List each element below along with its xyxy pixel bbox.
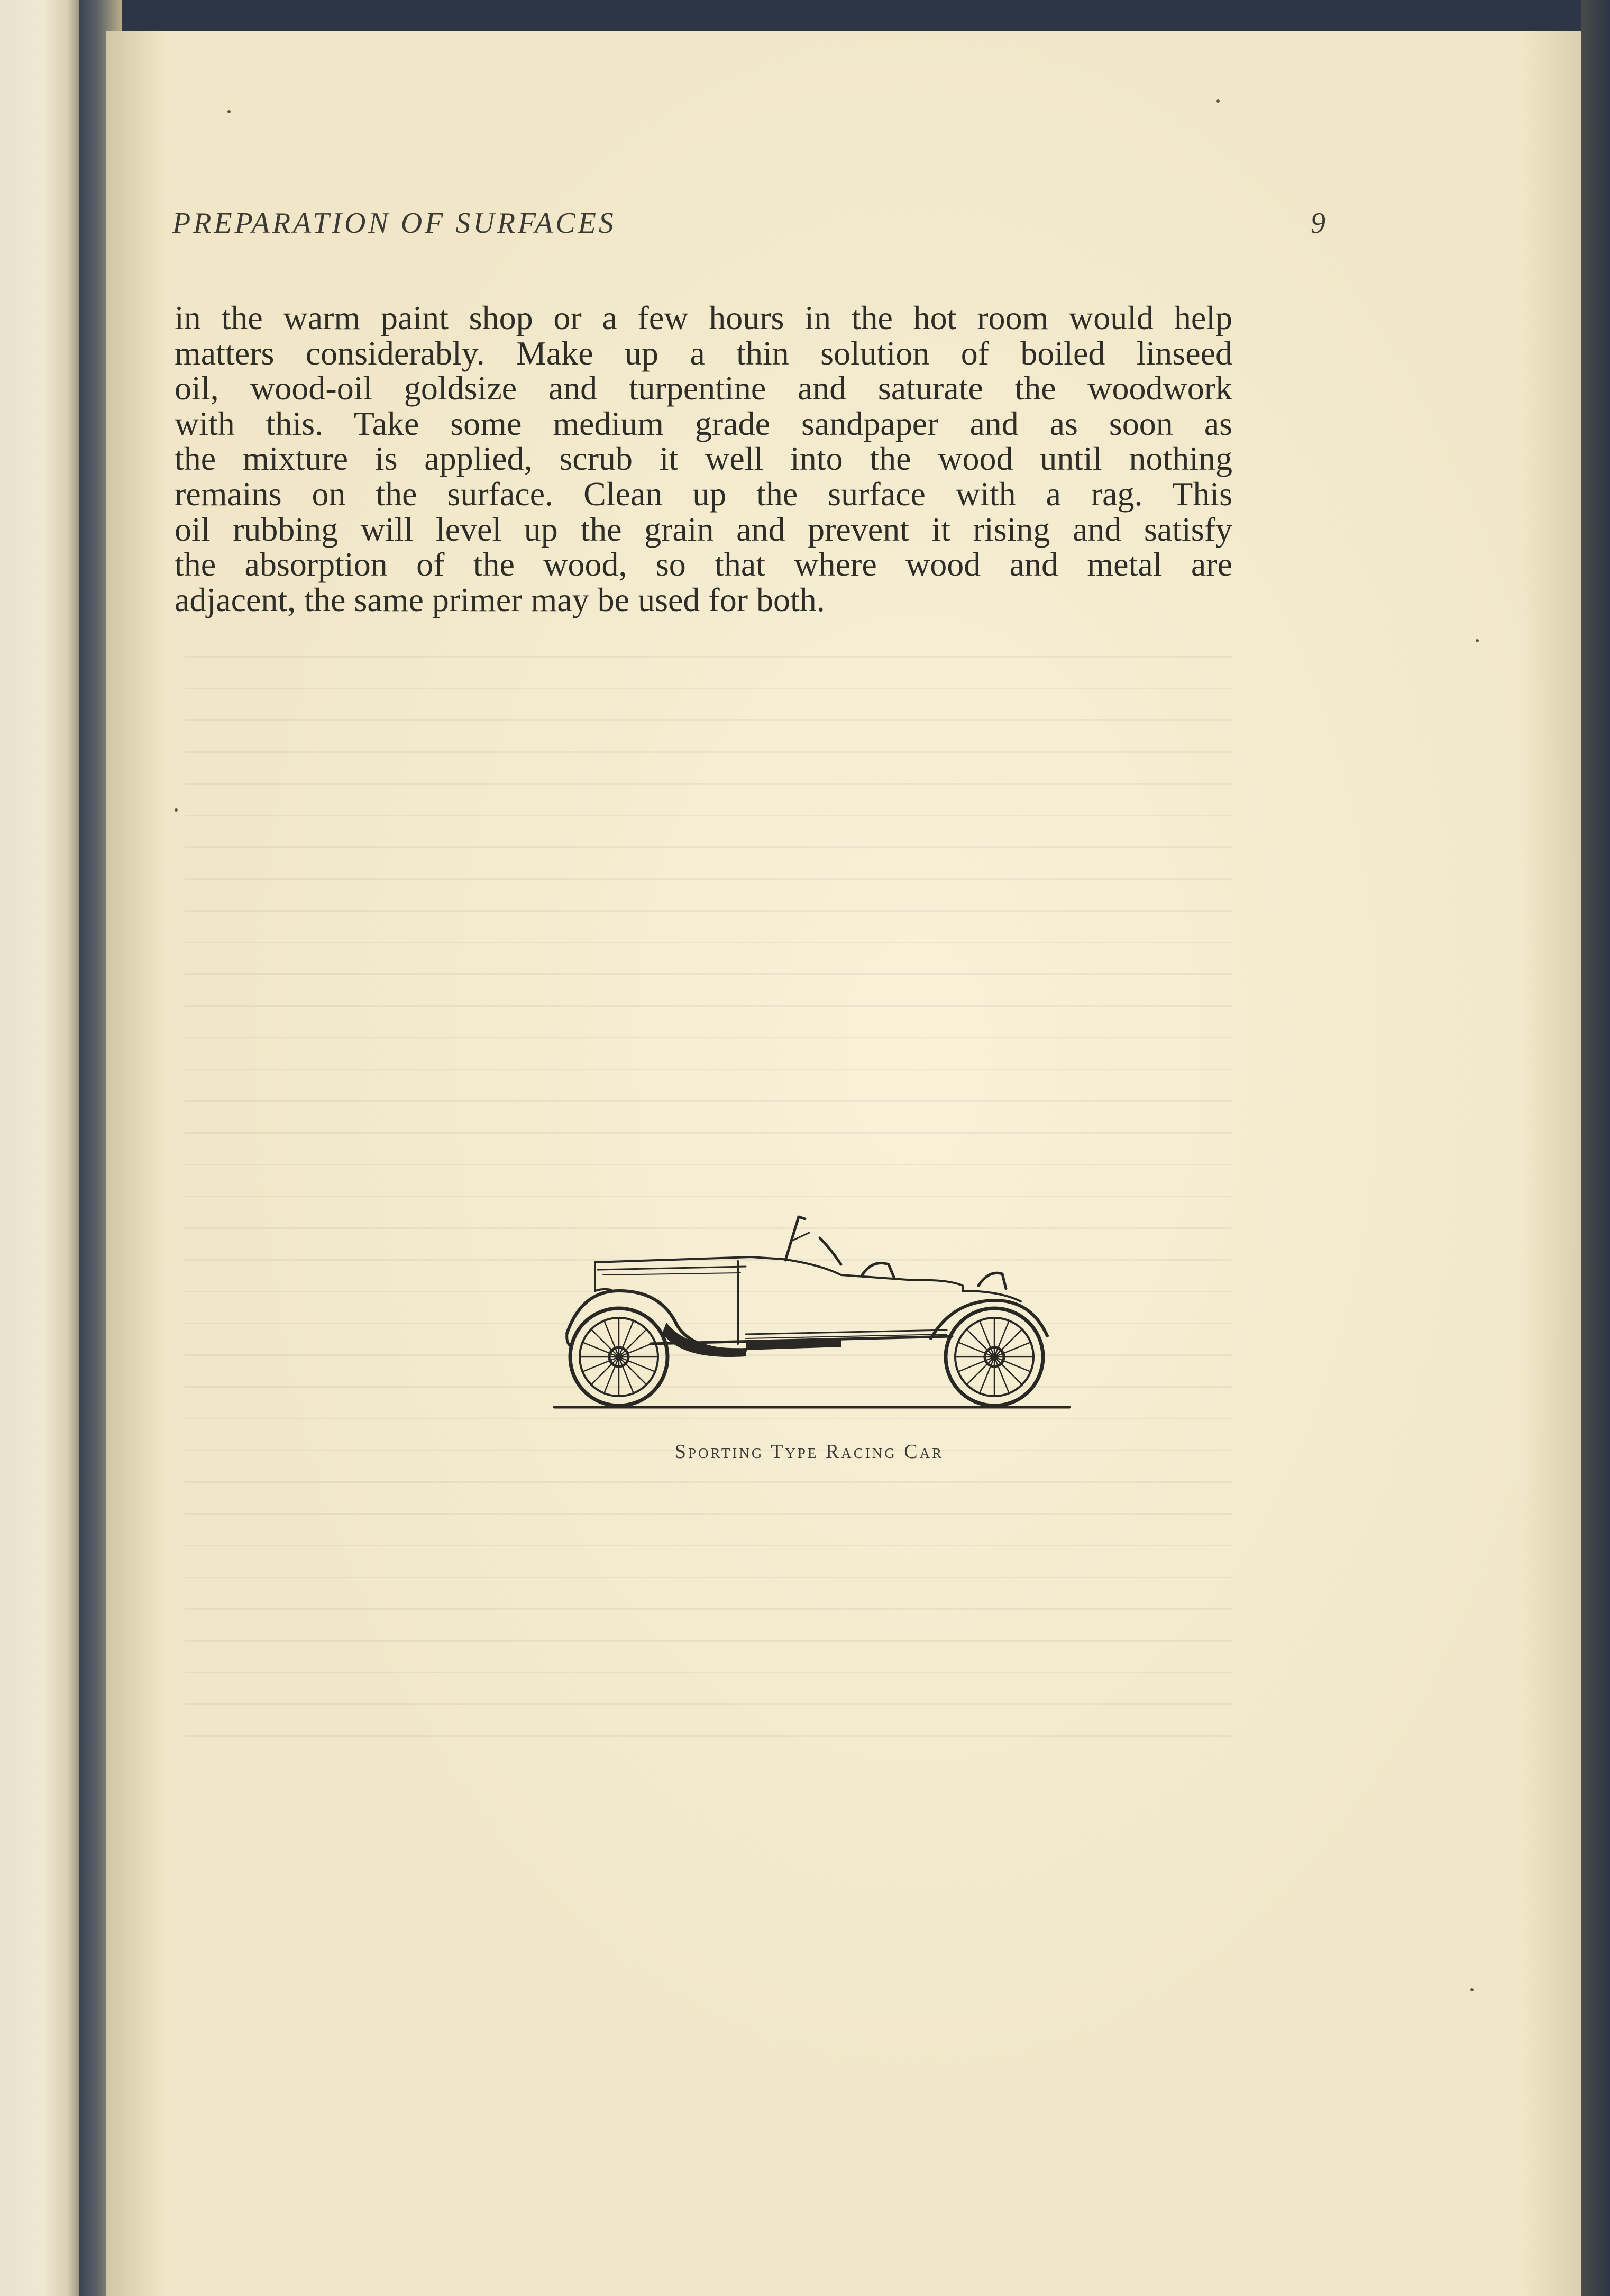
paper-speck (1216, 99, 1220, 103)
windshield-brace (792, 1233, 809, 1241)
hood-louver (603, 1273, 740, 1275)
page-number: 9 (1311, 207, 1325, 240)
rear-spokes (955, 1318, 1033, 1396)
steering-column (820, 1238, 841, 1264)
rear-fender (931, 1300, 1047, 1338)
rear-seat (978, 1273, 1006, 1289)
text-line: with this. Take some medium grade sandpaper and as soon as (175, 404, 1232, 442)
text-line: matters considerably. Make up a thin solution of boiled linseed (175, 334, 1232, 372)
fender-shadow (662, 1323, 746, 1357)
text-line: remains on the surface. Clean up the surface with a rag. This (175, 475, 1232, 513)
running-head-title: PREPARATION OF SURFACES (172, 207, 616, 240)
paper-speck (1476, 639, 1479, 642)
paper-speck (175, 808, 178, 812)
paper-speck (227, 110, 231, 113)
text-line: oil, wood-oil goldsize and turpentine and saturate the woodwork (175, 369, 1232, 407)
text-line: in the warm paint shop or a few hours in the hot room would help (175, 299, 1232, 336)
paper-speck (1470, 1988, 1474, 1991)
front-seat (862, 1263, 894, 1278)
running-board-top (746, 1330, 947, 1334)
figure-caption: Sporting Type Racing Car (674, 1441, 944, 1463)
text-line: the absorption of the wood, so that where wood and metal are (175, 545, 1232, 584)
show-through-text (185, 656, 1232, 1756)
hood-line (598, 1267, 746, 1270)
hood-top (595, 1257, 767, 1262)
front-spokes (580, 1318, 658, 1396)
previous-page-edge (0, 0, 79, 2296)
right-cover-edge (1581, 0, 1610, 2296)
body-paragraph (175, 300, 1232, 617)
racing-car-illustration (545, 1211, 1074, 1423)
racing-car-drawing (545, 1211, 1074, 1423)
text-line: adjacent, the same primer may be used for both. (175, 580, 825, 618)
text-line: the mixture is applied, scrub it well into the wood until nothing (175, 440, 1232, 478)
running-head (172, 206, 1325, 254)
text-line: oil rubbing will level up the grain and prevent it rising and satisfy (175, 510, 1232, 548)
body-top (767, 1258, 963, 1291)
